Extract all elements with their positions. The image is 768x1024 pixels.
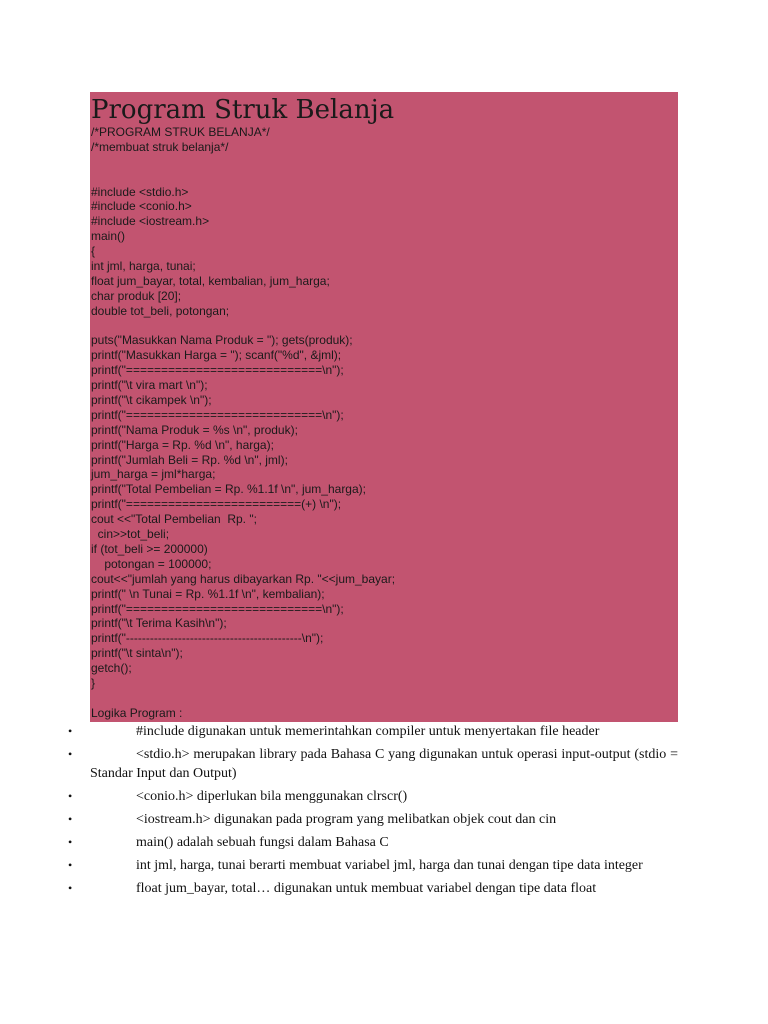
bullet-icon: • xyxy=(68,858,73,872)
list-item xyxy=(64,810,678,829)
code-line xyxy=(91,155,395,170)
code-line: /*membuat struk belanja*/ xyxy=(91,139,229,154)
bullet-icon: • xyxy=(68,835,73,849)
code-line: #include <iostream.h> xyxy=(91,214,210,229)
code-line: printf("\t vira mart \n"); xyxy=(91,378,208,393)
bullet-icon: • xyxy=(68,724,73,738)
code-line: float jum_bayar, total, kembalian, jum_harga; xyxy=(91,273,330,288)
code-line: if (tot_beli >= 200000) xyxy=(91,541,208,556)
explanation-list xyxy=(64,722,678,902)
list-item-text: #include digunakan untuk memerintahkan compiler untuk menyertakan file header xyxy=(136,724,600,739)
code-line: { xyxy=(91,244,96,259)
code-line: printf("=========================(+) \n"); xyxy=(91,497,342,512)
list-item xyxy=(64,745,678,783)
code-line: #include <conio.h> xyxy=(91,199,192,214)
bullet-icon: • xyxy=(68,789,73,803)
code-line: printf("Masukkan Harga = "); scanf("%d", &jml); xyxy=(91,348,342,363)
list-item-text: <iostream.h> digunakan pada program yang melibatkan objek cout dan cin xyxy=(136,812,557,827)
list-item xyxy=(64,787,678,806)
list-item xyxy=(64,879,678,898)
code-line: cin>>tot_beli; xyxy=(91,527,170,542)
code-line: jum_harga = jml*harga; xyxy=(91,467,216,482)
code-line: printf("\t Terima Kasih\n"); xyxy=(91,616,227,631)
code-line: char produk [20]; xyxy=(91,288,182,303)
code-line: printf("Nama Produk = %s \n", produk); xyxy=(91,422,298,437)
code-line: printf("============================\n"); xyxy=(91,601,344,616)
list-item-text: <stdio.h> merupakan library pada Bahasa C yang digunakan untuk operasi input-output (stdio = Standar Input dan Output) xyxy=(90,747,678,781)
code-line: printf("============================\n"); xyxy=(91,407,344,422)
code-line: printf("Jumlah Beli = Rp. %d \n", jml); xyxy=(91,452,288,467)
code-line: printf("\t sinta\n"); xyxy=(91,646,183,661)
list-item-text: <conio.h> diperlukan bila menggunakan clrscr() xyxy=(136,789,408,804)
code-line: printf("--------------------------------------------\n"); xyxy=(91,631,324,646)
code-line: /*PROGRAM STRUK BELANJA*/ xyxy=(91,125,270,139)
code-line xyxy=(91,691,395,706)
bullet-icon: • xyxy=(68,881,73,895)
list-item xyxy=(64,833,678,852)
code-line xyxy=(91,319,395,334)
list-item xyxy=(64,722,678,741)
bullet-icon: • xyxy=(68,747,73,761)
code-block xyxy=(91,125,395,706)
code-line: } xyxy=(91,675,96,690)
bullet-icon: • xyxy=(68,812,73,826)
code-line: printf("Total Pembelian = Rp. %1.1f \n", jum_harga); xyxy=(91,482,366,497)
code-line: printf("Harga = Rp. %d \n", harga); xyxy=(91,437,274,452)
list-item xyxy=(64,856,678,875)
code-line: puts("Masukkan Nama Produk = "); gets(produk); xyxy=(91,333,353,348)
code-line: cout<<"jumlah yang harus dibayarkan Rp. "<<jum_bayar; xyxy=(91,571,396,586)
code-line: main() xyxy=(91,229,126,244)
code-line: printf(" \n Tunai = Rp. %1.1f \n", kembalian); xyxy=(91,586,325,601)
code-line: printf("============================\n"); xyxy=(91,363,344,378)
list-item-text: float jum_bayar, total… digunakan untuk membuat variabel dengan tipe data float xyxy=(136,881,597,896)
code-line: cout <<"Total Pembelian Rp. "; xyxy=(91,512,257,527)
list-item-text: main() adalah sebuah fungsi dalam Bahasa C xyxy=(136,835,389,850)
code-line: int jml, harga, tunai; xyxy=(91,259,196,274)
code-line xyxy=(91,170,395,185)
code-line: potongan = 100000; xyxy=(91,556,212,571)
code-line: #include <stdio.h> xyxy=(91,184,189,199)
code-line: double tot_beli, potongan; xyxy=(91,303,230,318)
logika-program-label: Logika Program : xyxy=(91,706,183,720)
code-line: getch(); xyxy=(91,661,132,676)
page-title: Program Struk Belanja xyxy=(91,95,395,125)
list-item-text: int jml, harga, tunai berarti membuat variabel jml, harga dan tunai dengan tipe data integer xyxy=(136,858,643,873)
code-line: printf("\t cikampek \n"); xyxy=(91,393,212,408)
